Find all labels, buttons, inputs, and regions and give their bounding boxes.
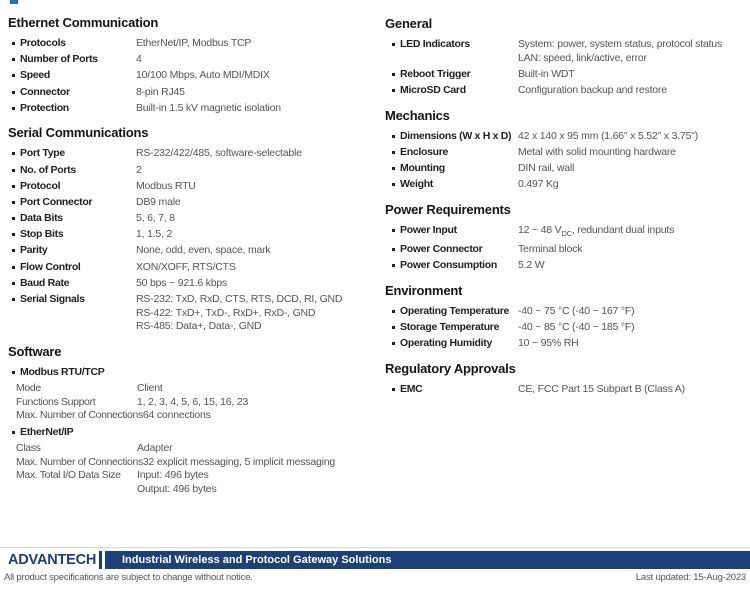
- spec-label: EMC: [400, 382, 423, 395]
- spec-value-line: Client: [137, 382, 163, 394]
- spec-value-line: 5.2 W: [518, 259, 545, 272]
- spec-value-line: -40 ~ 75 °C (-40 ~ 167 °F): [518, 304, 635, 317]
- spec-value-line: RS-232/422/485, software-selectable: [136, 147, 302, 160]
- spec-value: [518, 146, 676, 160]
- spec-section: [385, 15, 745, 98]
- spec-row: [385, 305, 745, 319]
- spec-label: Power Consumption: [400, 259, 497, 272]
- spec-value-line: Output: 496 bytes: [137, 482, 217, 495]
- bullet-icon: [8, 102, 20, 116]
- spec-row: [8, 69, 379, 83]
- spec-value: [136, 69, 270, 83]
- bullet-icon: [8, 426, 20, 440]
- spec-value-line: -40 ~ 85 °C (-40 ~ 185 °F): [518, 320, 635, 333]
- spec-value-line: 64 connections: [142, 409, 211, 422]
- spec-row: [385, 68, 745, 82]
- spec-section: [8, 124, 379, 333]
- spec-value-line: 5, 6, 7, 8: [136, 212, 175, 225]
- spec-row: [8, 277, 379, 291]
- bullet-icon: [8, 164, 20, 178]
- bullet-icon: [385, 130, 400, 144]
- spec-label: Max. Number of Connections: [16, 455, 143, 468]
- page-top-marker: [10, 0, 18, 4]
- spec-value: [518, 224, 674, 241]
- section-title: Regulatory Approvals: [385, 360, 516, 376]
- bullet-icon: [8, 244, 20, 258]
- spec-value-line: RS-422: TxD+, TxD-, RxD+, RxD-, GND: [136, 306, 316, 319]
- spec-row: [8, 86, 379, 100]
- spec-value: [137, 442, 172, 456]
- spec-row: [16, 382, 379, 396]
- bullet-icon: [8, 366, 20, 380]
- spec-row: [385, 146, 745, 160]
- spec-value: [518, 84, 667, 98]
- spec-row: [385, 259, 745, 273]
- spec-section: [385, 282, 745, 351]
- spec-value-line: 1, 2, 3, 4, 5, 6, 15, 16, 23: [137, 395, 249, 408]
- spec-value-line: 10/100 Mbps, Auto MDI/MDIX: [136, 69, 270, 82]
- spec-label: Weight: [400, 178, 434, 191]
- spec-label: No. of Ports: [20, 163, 76, 176]
- section-title: Mechanics: [385, 107, 450, 123]
- bullet-icon: [8, 69, 20, 83]
- bullet-icon: [385, 84, 400, 98]
- spec-value: [518, 259, 544, 273]
- spec-value: [136, 147, 302, 161]
- spec-value-line: CE, FCC Part 15 Subpart B (Class A): [518, 382, 685, 395]
- spec-value: [137, 396, 248, 410]
- spec-row: [16, 442, 379, 456]
- footer-banner: [105, 551, 750, 569]
- spec-value: [518, 38, 722, 65]
- spec-value: [518, 305, 634, 319]
- spec-section: [385, 107, 745, 192]
- spec-label: Stop Bits: [20, 228, 64, 241]
- spec-value-segment: , redundant dual inputs: [571, 223, 675, 236]
- spec-label: Speed: [20, 69, 51, 82]
- footer-bar: [0, 551, 750, 569]
- spec-label: Max. Number of Connections: [16, 409, 143, 422]
- bullet-icon: [8, 196, 20, 210]
- spec-value-line: 4: [136, 53, 142, 66]
- spec-value: [136, 228, 172, 242]
- spec-value: [136, 180, 196, 194]
- bullet-icon: [385, 337, 400, 351]
- bullet-icon: [385, 38, 400, 52]
- spec-row: [8, 261, 379, 275]
- spec-row: [385, 38, 745, 65]
- bullet-icon: [385, 321, 400, 335]
- spec-value-line: LAN: speed, link/active, error: [518, 51, 647, 64]
- spec-row: [8, 212, 379, 226]
- spec-row: [8, 366, 379, 380]
- spec-row: [8, 228, 379, 242]
- spec-row: [8, 293, 379, 334]
- spec-value-line: DB9 male: [136, 195, 181, 208]
- spec-value-line: [518, 224, 674, 241]
- spec-value-line: 50 bps ~ 921.6 kbps: [136, 276, 228, 289]
- bullet-icon: [385, 305, 400, 319]
- spec-label: Protocol: [20, 179, 61, 192]
- bullet-icon: [385, 243, 400, 257]
- spec-row: [385, 130, 745, 144]
- spec-label: Parity: [20, 244, 48, 257]
- bullet-icon: [8, 277, 20, 291]
- spec-value-line: Input: 496 bytes: [137, 469, 209, 482]
- footer-divider: [0, 547, 750, 548]
- spec-value: [136, 293, 342, 334]
- spec-value-line: Adapter: [137, 441, 173, 454]
- spec-section: [8, 14, 379, 115]
- spec-label: Enclosure: [400, 145, 449, 158]
- footer-banner-text: Industrial Wireless and Protocol Gateway Solutions: [122, 554, 392, 566]
- spec-label: Flow Control: [20, 260, 81, 273]
- spec-label: Dimensions (W x H x D): [400, 129, 512, 142]
- spec-value-line: System: power, system status, protocol status: [518, 38, 722, 50]
- bullet-icon: [8, 86, 20, 100]
- spec-value-line: 32 explicit messaging, 5 implicit messaging: [142, 455, 336, 468]
- section-title: Ethernet Communication: [8, 15, 159, 30]
- spec-label: Protection: [20, 101, 69, 114]
- spec-value: [518, 337, 579, 351]
- spec-row: [385, 337, 745, 351]
- spec-section: [385, 201, 745, 273]
- bullet-icon: [8, 212, 20, 226]
- spec-label: Operating Temperature: [400, 304, 510, 317]
- bullet-icon: [8, 261, 20, 275]
- spec-value: [518, 130, 698, 144]
- bullet-icon: [385, 146, 400, 160]
- section-title: Serial Communications: [8, 125, 149, 141]
- bullet-icon: [385, 178, 400, 192]
- spec-row: [16, 469, 379, 496]
- section-title: Environment: [385, 282, 463, 298]
- spec-row: [8, 147, 379, 161]
- spec-row: [8, 164, 379, 178]
- spec-value: [143, 409, 211, 423]
- spec-value: [136, 277, 227, 291]
- spec-column-left: [8, 14, 379, 505]
- spec-value: [136, 261, 236, 275]
- spec-row: [8, 426, 379, 440]
- spec-label: Power Connector: [400, 243, 483, 255]
- spec-value: [137, 469, 217, 496]
- spec-section: [385, 360, 745, 397]
- spec-value: [143, 456, 335, 470]
- spec-value-line: Configuration backup and restore: [518, 83, 667, 96]
- spec-value-line: EtherNet/IP, Modbus TCP: [136, 37, 252, 49]
- spec-value-line: 10 ~ 95% RH: [518, 337, 579, 350]
- spec-value: [518, 178, 558, 192]
- spec-row: [385, 243, 745, 257]
- spec-value: [136, 244, 270, 258]
- spec-row: [8, 180, 379, 194]
- spec-value: [137, 382, 163, 396]
- spec-value: [518, 321, 634, 335]
- spec-value: [518, 383, 685, 397]
- spec-label: Reboot Trigger: [400, 67, 471, 80]
- spec-value: [136, 86, 185, 100]
- spec-row: [8, 37, 379, 51]
- spec-label: MicroSD Card: [400, 83, 466, 96]
- spec-label: LED Indicators: [400, 38, 470, 50]
- spec-label: Mounting: [400, 161, 445, 174]
- bullet-icon: [8, 147, 20, 161]
- spec-label: Port Connector: [20, 195, 93, 208]
- bullet-icon: [8, 37, 20, 51]
- spec-label: Max. Total I/O Data Size: [16, 469, 121, 482]
- spec-label: Storage Temperature: [400, 320, 500, 333]
- spec-label: Operating Humidity: [400, 337, 493, 350]
- spec-label: Power Input: [400, 223, 457, 236]
- spec-value-line: Terminal block: [518, 243, 583, 255]
- bullet-icon: [385, 162, 400, 176]
- spec-value: [136, 212, 175, 226]
- spec-value: [136, 164, 142, 178]
- spec-value-line: XON/XOFF, RTS/CTS: [136, 260, 236, 273]
- advantech-logo: ADVANTECH: [8, 552, 97, 568]
- bullet-icon: [8, 228, 20, 242]
- spec-label: Protocols: [20, 37, 66, 49]
- spec-value-segment: 12 ~ 48 V: [518, 223, 562, 236]
- section-title: General: [385, 16, 433, 31]
- spec-value-line: 0.497 Kg: [518, 178, 559, 191]
- footer-last-updated: Last updated: 15-Aug-2023: [635, 572, 746, 583]
- spec-value: [136, 102, 281, 116]
- spec-value-line: Built-in WDT: [518, 67, 575, 80]
- spec-row: [385, 84, 745, 98]
- spec-value-line: None, odd, even, space, mark: [136, 244, 271, 257]
- spec-label: Serial Signals: [20, 293, 85, 306]
- spec-label: Connector: [20, 85, 70, 98]
- spec-value: [518, 68, 575, 82]
- spec-row: [8, 53, 379, 67]
- spec-value: [518, 162, 574, 176]
- spec-label: Baud Rate: [20, 276, 70, 289]
- spec-row: [8, 102, 379, 116]
- spec-value: [136, 53, 142, 67]
- spec-row: [385, 383, 745, 397]
- spec-label: Number of Ports: [20, 53, 98, 66]
- spec-value: [518, 243, 582, 257]
- spec-value-line: Modbus RTU: [136, 179, 196, 192]
- spec-label: Class: [16, 441, 41, 454]
- bullet-icon: [385, 259, 400, 273]
- spec-label: Functions Support: [16, 395, 96, 408]
- spec-value-line: RS-232: TxD, RxD, CTS, RTS, DCD, RI, GND: [136, 293, 343, 306]
- spec-row: [385, 178, 745, 192]
- bullet-icon: [385, 68, 400, 82]
- spec-row: [16, 409, 379, 423]
- spec-row: [8, 196, 379, 210]
- spec-label: Modbus RTU/TCP: [20, 365, 105, 378]
- spec-row: [385, 162, 745, 176]
- spec-label: Data Bits: [20, 212, 63, 225]
- logo-divider: [99, 551, 102, 569]
- spec-label: EtherNet/IP: [20, 425, 74, 438]
- spec-row: [8, 244, 379, 258]
- spec-label: Port Type: [20, 147, 65, 160]
- bullet-icon: [8, 180, 20, 194]
- spec-value-line: 8-pin RJ45: [136, 85, 185, 98]
- bullet-icon: [8, 293, 20, 307]
- spec-value-line: 2: [136, 163, 142, 176]
- spec-value: [136, 37, 251, 51]
- spec-value-line: 42 x 140 x 95 mm (1.66" x 5.52" x 3.75"): [518, 129, 699, 142]
- spec-value-line: DIN rail, wall: [518, 161, 575, 174]
- bullet-icon: [8, 53, 20, 67]
- footer-disclaimer: All product specifications are subject to change without notice.: [4, 572, 253, 583]
- spec-row: [385, 224, 745, 241]
- spec-value-line: Metal with solid mounting hardware: [518, 145, 676, 158]
- bullet-icon: [385, 383, 400, 397]
- section-title: Power Requirements: [385, 201, 511, 217]
- spec-value-line: 1, 1.5, 2: [136, 228, 173, 241]
- spec-value-line: RS-485: Data+, Data-, GND: [136, 320, 262, 333]
- spec-value: [136, 196, 181, 210]
- spec-label: Mode: [16, 382, 41, 394]
- spec-section: [8, 343, 379, 497]
- spec-column-right: [385, 15, 745, 405]
- spec-row: [16, 456, 379, 470]
- spec-row: [385, 321, 745, 335]
- spec-value-line: Built-in 1.5 kV magnetic isolation: [136, 101, 281, 114]
- spec-row: [16, 396, 379, 410]
- spec-value-segment: DC: [561, 228, 572, 238]
- bullet-icon: [385, 224, 400, 238]
- section-title: Software: [8, 343, 62, 359]
